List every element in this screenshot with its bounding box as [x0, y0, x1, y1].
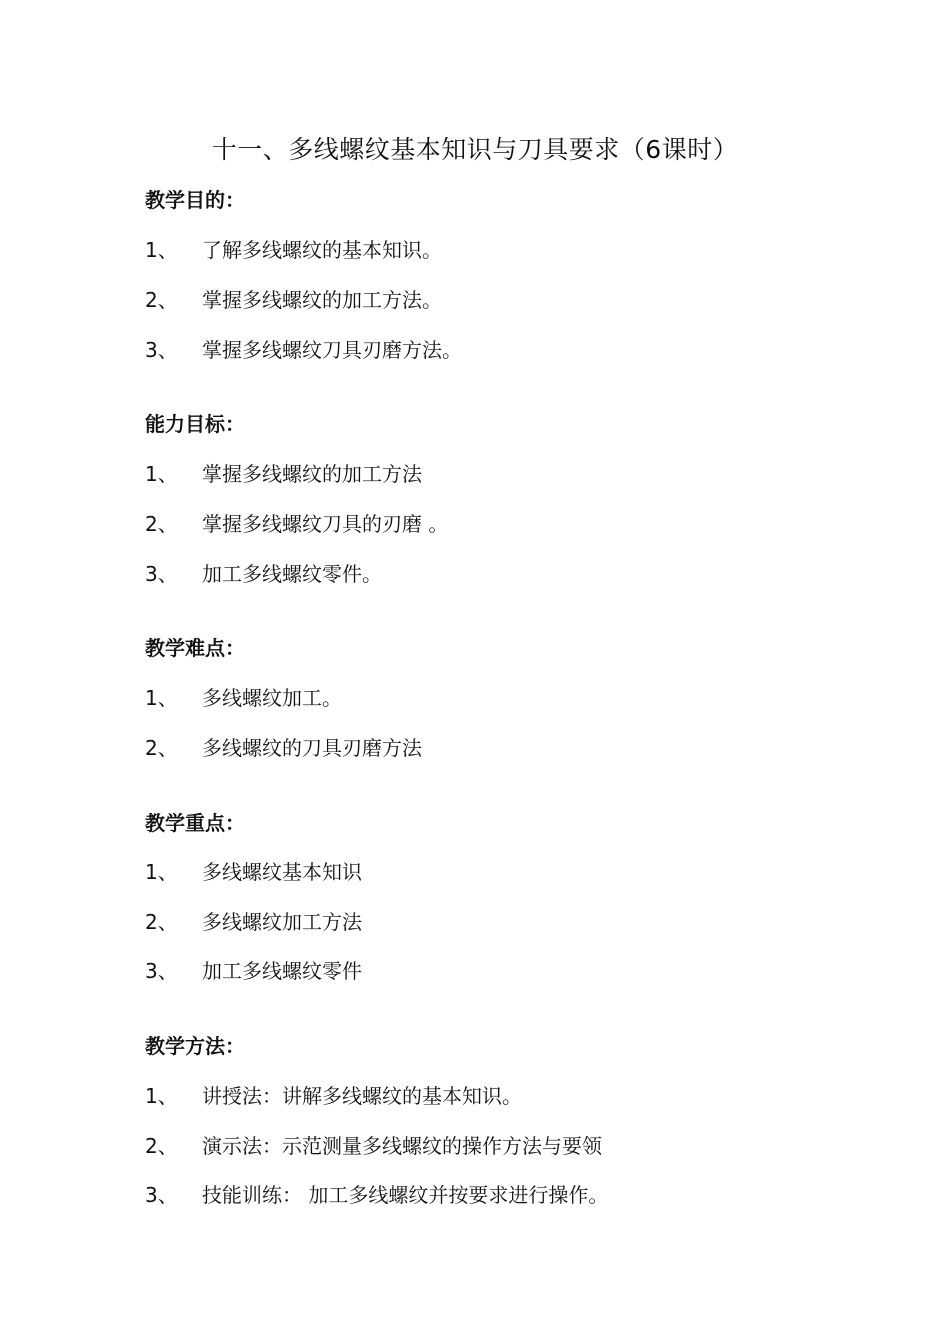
- item-text: 掌握多线螺纹刀具刃磨方法。: [202, 338, 462, 362]
- item-text: 掌握多线螺纹的加工方法。: [202, 288, 442, 312]
- item-number: 3、: [145, 562, 178, 586]
- section-heading-ability-goals: 能力目标：: [145, 412, 245, 436]
- item-number: 1、: [145, 462, 178, 486]
- item-number: 3、: [145, 338, 178, 362]
- item-text: 多线螺纹加工。: [202, 686, 342, 710]
- item-text: 加工多线螺纹零件。: [202, 562, 382, 586]
- item-text: 掌握多线螺纹的加工方法: [202, 462, 422, 486]
- item-text: 了解多线螺纹的基本知识。: [202, 238, 442, 262]
- item-text: 加工多线螺纹零件: [202, 959, 362, 983]
- item-number: 2、: [145, 910, 178, 934]
- item-text: 技能训练： 加工多线螺纹并按要求进行操作。: [202, 1183, 609, 1207]
- document-title: 十一、多线螺纹基本知识与刀具要求（6课时）: [211, 135, 739, 164]
- section-heading-teaching-methods: 教学方法：: [145, 1034, 245, 1058]
- item-text: 多线螺纹加工方法: [202, 910, 362, 934]
- item-number: 3、: [145, 1183, 178, 1207]
- item-text: 多线螺纹的刀具刃磨方法: [202, 736, 422, 760]
- item-number: 1、: [145, 686, 178, 710]
- item-number: 1、: [145, 1084, 178, 1108]
- item-number: 2、: [145, 1134, 178, 1158]
- item-number: 1、: [145, 238, 178, 262]
- section-heading-teaching-key-points: 教学重点：: [145, 811, 245, 835]
- item-number: 2、: [145, 736, 178, 760]
- section-heading-teaching-difficulties: 教学难点：: [145, 636, 245, 660]
- item-number: 2、: [145, 512, 178, 536]
- item-text: 演示法：示范测量多线螺纹的操作方法与要领: [202, 1134, 602, 1158]
- item-text: 多线螺纹基本知识: [202, 860, 362, 884]
- item-number: 1、: [145, 860, 178, 884]
- item-number: 2、: [145, 288, 178, 312]
- item-number: 3、: [145, 959, 178, 983]
- item-text: 掌握多线螺纹刀具的刃磨 。: [202, 512, 449, 536]
- section-heading-teaching-purpose: 教学目的：: [145, 188, 245, 212]
- item-text: 讲授法：讲解多线螺纹的基本知识。: [202, 1084, 522, 1108]
